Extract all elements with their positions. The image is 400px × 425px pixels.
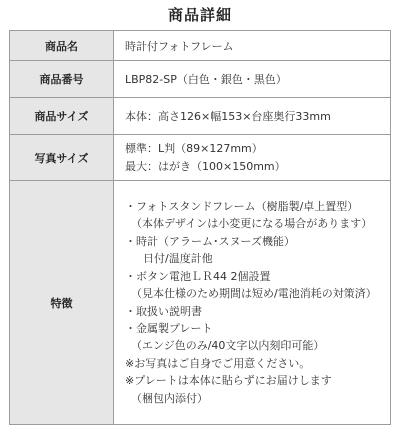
page-title: 商品詳細 [167, 6, 232, 24]
feature-line: ・ボタン電池ＬＲ44 2個設置 [125, 269, 271, 283]
feature-line: （梱包内添付） [131, 391, 208, 405]
photo-size-line: 最大：はがき（100×150mm） [125, 159, 286, 173]
product-size-label: 商品サイズ [10, 98, 114, 135]
feature-line: ・時計（アラーム･スヌーズ機能） [125, 234, 295, 248]
feature-line: （本体デザインは小変更になる場合があります） [131, 217, 373, 231]
photo-size-value [114, 135, 391, 181]
photo-size-label: 写真サイズ [10, 135, 114, 181]
table-row-features [10, 181, 391, 425]
features-label: 特徴 [10, 181, 114, 425]
feature-line: ※プレートは本体に貼らずにお届けします [125, 374, 332, 388]
product-number-label: 商品番号 [10, 61, 114, 98]
table-row-product-number [10, 61, 391, 98]
photo-size-line: 標準：L判（89×127mm） [125, 141, 263, 155]
product-number-value: LBP82-SP（白色・銀色・黒色） [114, 61, 391, 98]
feature-line: （エンジ色のみ/40文字以内刻印可能） [131, 339, 325, 353]
feature-line: （見本仕様のため期間は短め/電池消耗の対策済） [131, 287, 377, 301]
spec-table [9, 30, 391, 425]
feature-line: ・金属製プレート [125, 321, 213, 335]
product-name-value: 時計付フォトフレーム [114, 31, 391, 61]
table-row-product-name [10, 31, 391, 61]
product-name-label: 商品名 [10, 31, 114, 61]
table-row-product-size [10, 98, 391, 135]
feature-line: ・フォトスタンドフレーム（樹脂製/卓上置型） [125, 200, 359, 214]
features-value [114, 181, 391, 425]
feature-line: 日付/温度計他 [143, 252, 213, 266]
feature-line: ・取扱い説明書 [125, 304, 202, 318]
table-row-photo-size [10, 135, 391, 181]
product-size-value: 本体：高さ126×幅153×台座奥行33mm [114, 98, 391, 135]
feature-line: ※お写真はご自身でご用意ください。 [125, 356, 311, 370]
